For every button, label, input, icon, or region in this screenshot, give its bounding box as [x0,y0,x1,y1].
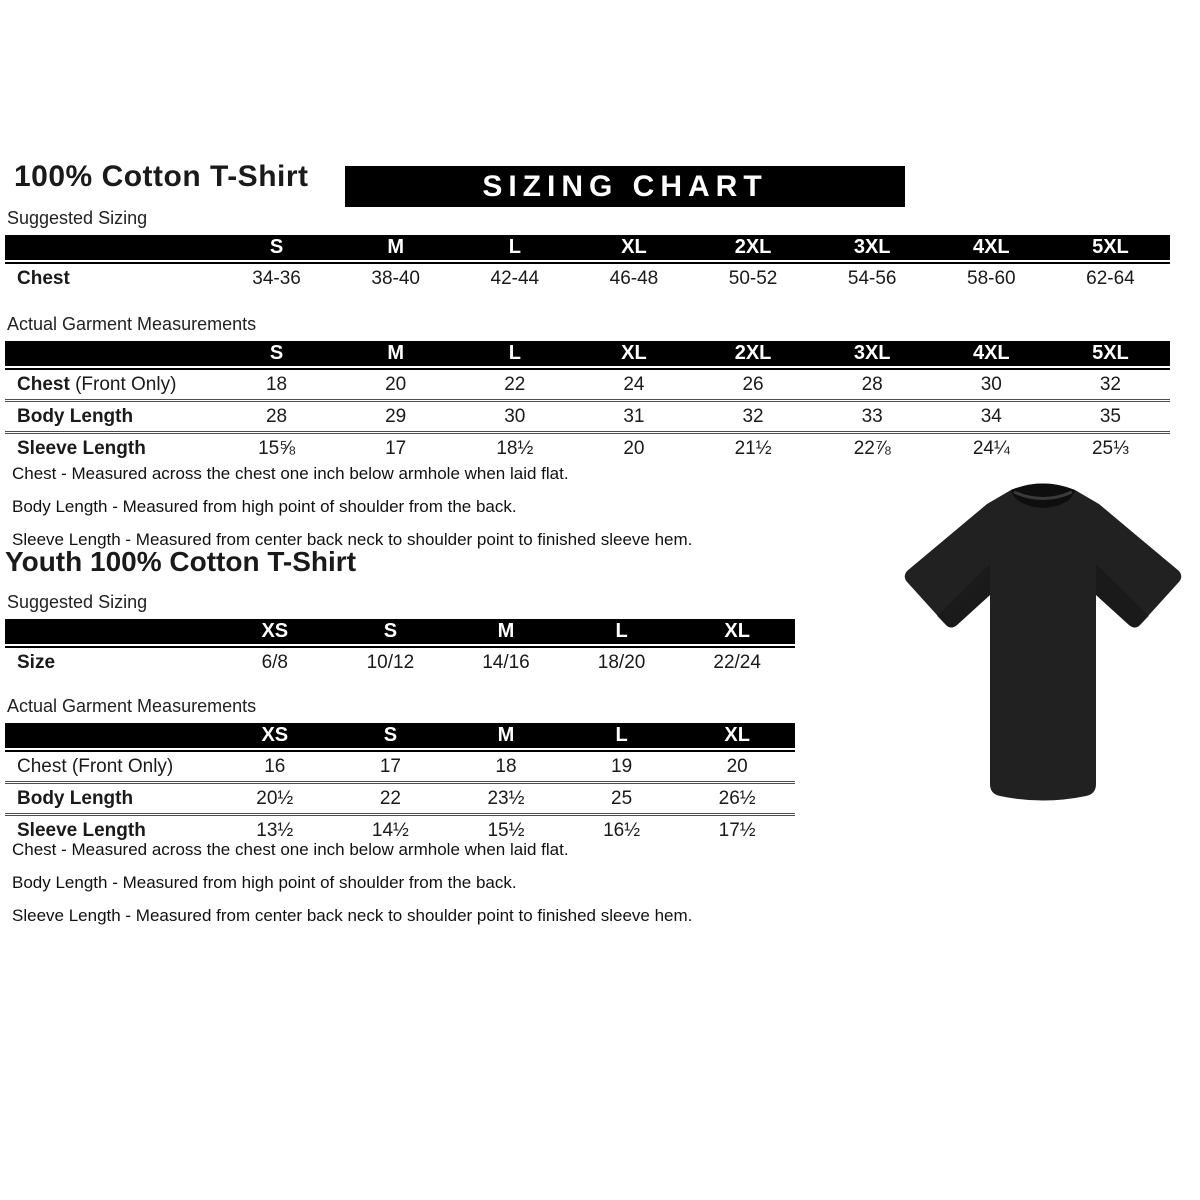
size-cell: 22 [504,373,526,395]
size-cell: 22⅞ [853,437,891,459]
size-cell: 6/8 [261,651,288,673]
size-cell: 13½ [256,819,294,841]
size-cell: 58-60 [967,267,1016,289]
table-row [5,370,1170,402]
youth-suggested-section [5,592,795,677]
row-label: Body Length [17,405,134,427]
note-line: Body Length - Measured from high point of shoulder from the back. [12,873,517,892]
size-cell: 21½ [734,437,772,459]
size-cell: 17 [379,755,401,777]
size-cell: 14/16 [482,651,530,673]
size-cell: 24¼ [972,437,1010,459]
table-row [5,784,795,816]
size-cell: 62-64 [1086,267,1135,289]
size-cell: 25 [611,787,633,809]
column-header: 2XL [734,342,772,364]
size-cell: 31 [623,405,645,427]
column-header: 5XL [1092,236,1129,258]
youth-actual-table [5,723,795,845]
column-header: XL [724,620,750,642]
size-cell: 23½ [487,787,525,809]
column-header: S [383,724,398,746]
table-row [5,402,1170,434]
size-cell: 34-36 [252,267,301,289]
note-line: Chest - Measured across the chest one inch below armhole when laid flat. [12,840,569,859]
row-label: Sleeve Length [17,437,146,459]
section-label: Actual Garment Measurements [7,696,257,716]
row-label: Chest (Front Only) [17,755,174,777]
size-cell: 19 [611,755,633,777]
size-cell: 10/12 [366,651,415,673]
row-label: Body Length [17,787,134,809]
table-header-row [5,235,1170,260]
size-cell: 20½ [256,787,294,809]
column-header: S [269,342,284,364]
table-header-row [5,341,1170,366]
column-header: L [615,724,628,746]
row-label: Chest [17,267,70,289]
column-header: 5XL [1092,342,1129,364]
size-cell: 54-56 [847,267,897,289]
size-cell: 32 [1099,373,1121,395]
size-cell: 18½ [496,437,534,459]
size-cell: 46-48 [609,267,659,289]
size-cell: 15⅝ [258,437,296,459]
size-cell: 18/20 [597,651,646,673]
size-cell: 18 [495,755,517,777]
row-label: Sleeve Length [17,819,146,841]
size-cell: 24 [623,373,645,395]
size-cell: 35 [1099,405,1121,427]
size-cell: 18 [265,373,288,395]
size-cell: 28 [265,405,288,427]
table-row [5,648,795,677]
column-header: S [383,620,398,642]
table-header-row [5,723,795,748]
row-label: Chest (Front Only) [17,373,177,395]
note-line: Sleeve Length - Measured from center back neck to shoulder point to finished sleeve hem. [12,906,693,925]
size-cell: 16 [264,755,286,777]
adult-actual-table [5,341,1170,463]
size-cell: 17½ [718,819,756,841]
adult-suggested-table [5,235,1170,293]
size-cell: 32 [742,405,764,427]
section-label: Suggested Sizing [7,208,148,228]
size-cell: 25⅓ [1091,437,1129,459]
table-header-row [5,619,795,644]
section-label: Actual Garment Measurements [7,314,257,334]
youth-title: Youth 100% Cotton T-Shirt [5,546,357,577]
column-header: M [387,342,405,364]
size-cell: 26½ [718,787,756,809]
column-header: XS [261,724,289,746]
column-header: XL [724,724,750,746]
size-cell: 42-44 [490,267,540,289]
youth-suggested-table [5,619,795,677]
column-header: L [508,342,521,364]
size-cell: 50-52 [728,267,778,289]
column-header: L [615,620,628,642]
table-row [5,434,1170,463]
size-cell: 20 [623,437,645,459]
column-header: 2XL [734,236,772,258]
column-header: XS [261,620,289,642]
column-header: 4XL [972,236,1010,258]
column-header: XL [621,236,647,258]
note-line: Sleeve Length - Measured from center back neck to shoulder point to finished sleeve hem. [12,530,693,549]
tshirt-body-shape [905,484,1182,801]
note-line: Chest - Measured across the chest one inch below armhole when laid flat. [12,464,569,483]
column-header: 4XL [972,342,1010,364]
column-header: S [269,236,284,258]
size-cell: 38-40 [371,267,420,289]
sizing-chart-banner [345,166,905,207]
size-cell: 20 [385,373,407,395]
adult-suggested-section [5,208,1170,293]
size-cell: 30 [504,405,526,427]
section-label: Suggested Sizing [7,592,148,612]
tshirt-image [893,468,1193,813]
table-row [5,264,1170,293]
table-row [5,752,795,784]
size-cell: 22/24 [713,651,761,673]
size-cell: 14½ [371,819,409,841]
note-line: Body Length - Measured from high point of shoulder from the back. [12,497,517,516]
size-cell: 22 [379,787,401,809]
adult-actual-section [5,314,1170,463]
size-cell: 20 [726,755,748,777]
page-title: 100% Cotton T-Shirt [14,160,309,193]
column-header: M [387,236,405,258]
column-header: L [508,236,521,258]
size-cell: 26 [742,373,764,395]
youth-actual-section [5,696,795,845]
size-cell: 17 [385,437,407,459]
size-cell: 16½ [603,819,641,841]
size-cell: 29 [385,405,407,427]
column-header: 3XL [853,236,891,258]
size-cell: 33 [861,405,883,427]
size-cell: 34 [980,405,1002,427]
column-header: M [497,620,515,642]
banner-text: SIZING CHART [482,169,768,203]
row-label: Size [17,651,56,673]
size-cell: 30 [980,373,1002,395]
column-header: 3XL [853,342,891,364]
size-cell: 15½ [487,819,525,841]
size-cell: 28 [861,373,883,395]
youth-measurement-notes [12,840,812,939]
column-header: XL [621,342,647,364]
column-header: M [497,724,515,746]
